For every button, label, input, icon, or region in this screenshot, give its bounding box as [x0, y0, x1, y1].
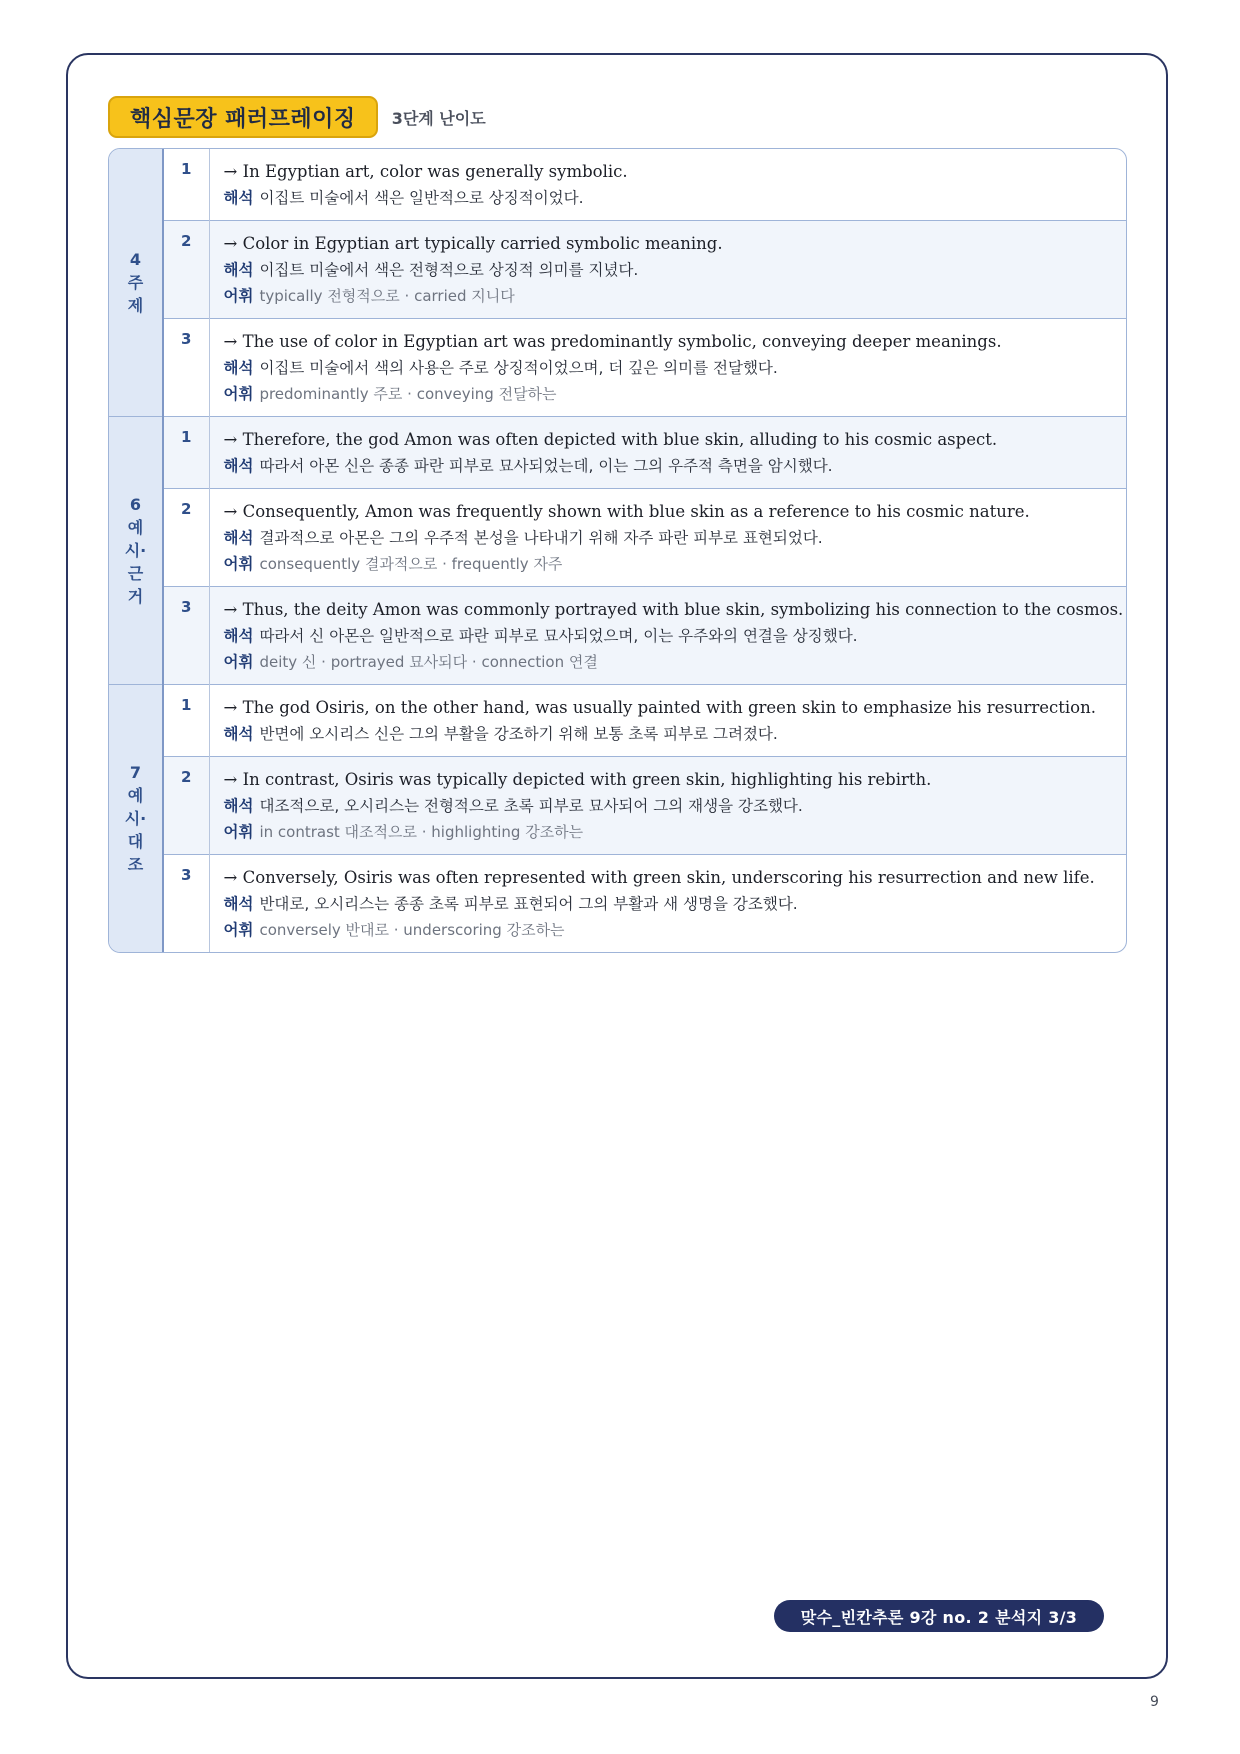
table-row: [109, 489, 1126, 587]
translation-text: 이집트 미술에서 색의 사용은 주로 상징적이었으며, 더 깊은 의미를 전달했다.: [259, 359, 778, 377]
paraphrase-table: [108, 148, 1127, 953]
english-sentence: → Thus, the deity Amon was commonly portrayed with blue skin, symbolizing his connection to the cosmos.: [223, 600, 1124, 619]
section-label-char: 대: [127, 832, 144, 851]
row-content: [209, 319, 1126, 417]
translation-text: 이집트 미술에서 색은 일반적으로 상징적이었다.: [259, 189, 584, 207]
korean-translation: [224, 525, 1115, 551]
vocab-text: predominantly 주로 · conveying 전달하는: [259, 385, 557, 403]
vocab-line: [224, 551, 1115, 577]
table-row: [109, 757, 1126, 855]
section-label-char: 거: [127, 587, 144, 606]
korean-translation: [224, 623, 1115, 649]
vocab-line: [224, 381, 1115, 407]
vocab-tag: 어휘: [223, 385, 254, 403]
table-row: [109, 221, 1126, 319]
section-number: 4: [129, 250, 142, 269]
vocab-line: [224, 819, 1115, 845]
table-row: [109, 685, 1126, 757]
section-header: [108, 96, 486, 138]
footer-badge: 맞수_빈칸추론 9강 no. 2 분석지 3/3: [774, 1600, 1104, 1632]
row-number: 2: [163, 757, 209, 855]
difficulty-subtitle: 3단계 난이도: [391, 108, 486, 128]
korean-translation: [224, 891, 1115, 917]
translation-tag: 해석: [223, 627, 254, 645]
translation-tag: 해석: [223, 189, 254, 207]
english-sentence: → Color in Egyptian art typically carried symbolic meaning.: [223, 234, 723, 253]
section-label-char: 제: [127, 296, 144, 315]
section-label-char: 예: [127, 518, 144, 537]
row-number: 2: [163, 221, 209, 319]
english-sentence: → In Egyptian art, color was generally symbolic.: [223, 162, 628, 181]
section-label: [109, 417, 163, 685]
translation-tag: 해석: [223, 797, 254, 815]
translation-tag: 해석: [223, 895, 254, 913]
translation-text: 따라서 신 아몬은 일반적으로 파란 피부로 묘사되었으며, 이는 우주와의 연결을 상징했다.: [259, 627, 858, 645]
translation-text: 반대로, 오시리스는 종종 초록 피부로 표현되어 그의 부활과 새 생명을 강조했다.: [259, 895, 798, 913]
vocab-text: in contrast 대조적으로 · highlighting 강조하는: [259, 823, 584, 841]
english-sentence: → Therefore, the god Amon was often depicted with blue skin, alluding to his cosmic aspect.: [223, 430, 998, 449]
section-label-char: 근: [127, 564, 144, 583]
english-sentence: → Consequently, Amon was frequently shown with blue skin as a reference to his cosmic nature.: [223, 502, 1030, 521]
vocab-tag: 어휘: [223, 921, 254, 939]
vocab-line: [224, 649, 1115, 675]
row-content: [209, 221, 1126, 319]
table-row: [109, 855, 1126, 953]
table-row: [109, 417, 1126, 489]
vocab-text: consequently 결과적으로 · frequently 자주: [259, 555, 563, 573]
section-title: 핵심문장 패러프레이징: [108, 96, 378, 138]
section-label: [109, 149, 163, 417]
row-number: 2: [163, 489, 209, 587]
translation-tag: 해석: [223, 725, 254, 743]
korean-translation: [224, 185, 1115, 211]
row-content: [209, 149, 1126, 221]
vocab-tag: 어휘: [223, 287, 254, 305]
korean-translation: [224, 793, 1115, 819]
section-label-char: 주: [127, 273, 144, 292]
translation-tag: 해석: [223, 359, 254, 377]
row-number: 1: [163, 417, 209, 489]
translation-text: 결과적으로 아몬은 그의 우주적 본성을 나타내기 위해 자주 파란 피부로 표현되었다.: [259, 529, 823, 547]
translation-text: 따라서 아몬 신은 종종 파란 피부로 묘사되었는데, 이는 그의 우주적 측면을 암시했다.: [259, 457, 833, 475]
table-row: [109, 149, 1126, 221]
section-number: 6: [129, 495, 142, 514]
translation-tag: 해석: [223, 261, 254, 279]
section-label-char: 조: [127, 855, 144, 874]
vocab-tag: 어휘: [223, 653, 254, 671]
korean-translation: [224, 453, 1115, 479]
page-number: 9: [1150, 1694, 1159, 1710]
vocab-text: deity 신 · portrayed 묘사되다 · connection 연결: [259, 653, 598, 671]
table-row: [109, 319, 1126, 417]
korean-translation: [224, 355, 1115, 381]
vocab-line: [224, 917, 1115, 943]
vocab-tag: 어휘: [223, 823, 254, 841]
english-sentence: → In contrast, Osiris was typically depicted with green skin, highlighting his rebirth.: [223, 770, 932, 789]
english-sentence: → The god Osiris, on the other hand, was usually painted with green skin to emphasize his resurrection.: [223, 698, 1096, 717]
translation-tag: 해석: [223, 529, 254, 547]
row-number: 1: [163, 149, 209, 221]
section-label: [109, 685, 163, 953]
section-label-char: 예: [127, 786, 144, 805]
section-number: 7: [129, 763, 142, 782]
row-content: [209, 757, 1126, 855]
row-content: [209, 417, 1126, 489]
english-sentence: → The use of color in Egyptian art was predominantly symbolic, conveying deeper meanings.: [223, 332, 1002, 351]
row-number: 3: [163, 587, 209, 685]
section-label-char: 시·: [124, 809, 147, 828]
row-content: [209, 587, 1126, 685]
row-number: 3: [163, 319, 209, 417]
vocab-text: typically 전형적으로 · carried 지니다: [259, 287, 515, 305]
korean-translation: [224, 721, 1115, 747]
table-row: [109, 587, 1126, 685]
translation-text: 이집트 미술에서 색은 전형적으로 상징적 의미를 지녔다.: [259, 261, 639, 279]
korean-translation: [224, 257, 1115, 283]
section-label-char: 시·: [124, 541, 147, 560]
translation-text: 반면에 오시리스 신은 그의 부활을 강조하기 위해 보통 초록 피부로 그려졌다.: [259, 725, 778, 743]
row-content: [209, 489, 1126, 587]
english-sentence: → Conversely, Osiris was often represented with green skin, underscoring his resurrection and new life.: [223, 868, 1095, 887]
row-content: [209, 855, 1126, 953]
row-number: 1: [163, 685, 209, 757]
vocab-line: [224, 283, 1115, 309]
vocab-tag: 어휘: [223, 555, 254, 573]
row-content: [209, 685, 1126, 757]
translation-text: 대조적으로, 오시리스는 전형적으로 초록 피부로 묘사되어 그의 재생을 강조했다.: [259, 797, 803, 815]
translation-tag: 해석: [223, 457, 254, 475]
row-number: 3: [163, 855, 209, 953]
vocab-text: conversely 반대로 · underscoring 강조하는: [259, 921, 565, 939]
